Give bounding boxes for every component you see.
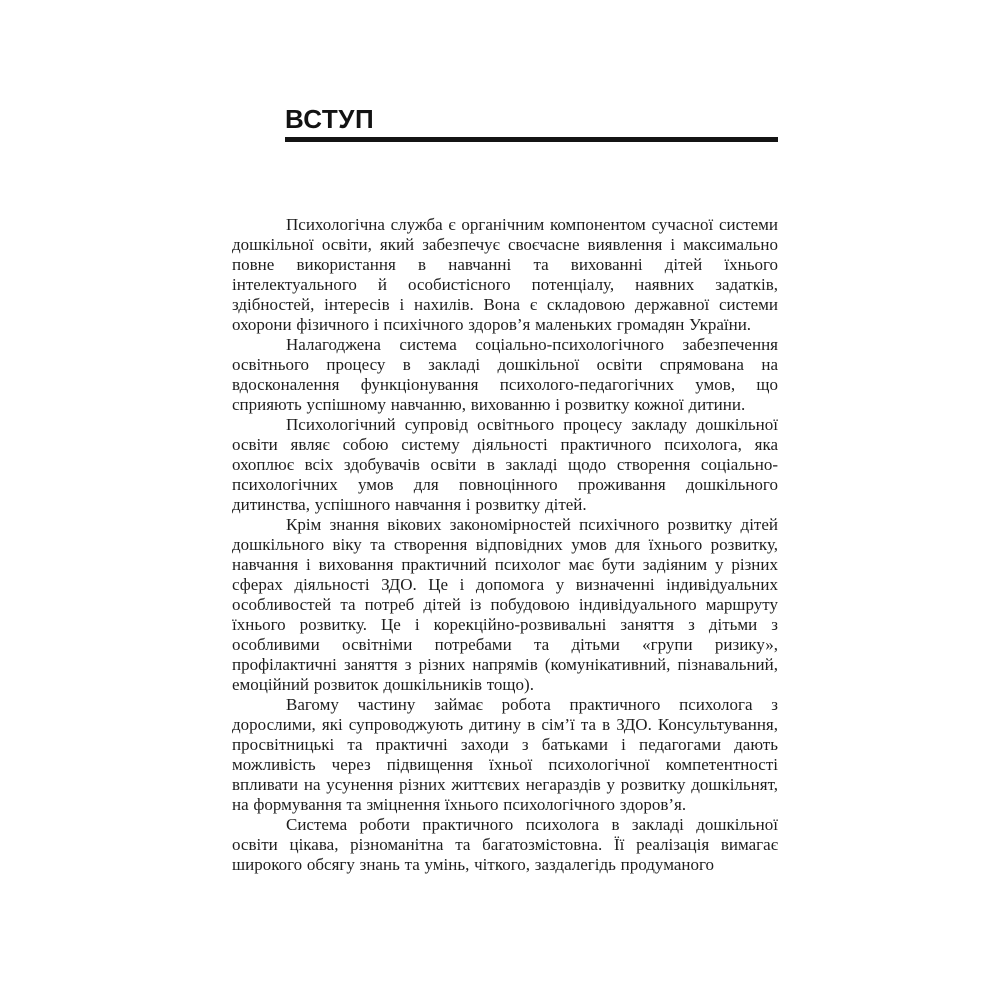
paragraph-4: Крім знання вікових закономірностей психічного розвитку дітей дошкільного віку та створення відповідних умов для їхнього розвитку, навчання і виховання практичний психолог має бути задіяним у різних сферах діяльності ЗДО. Це і допомога у визначенні індивідуальних особливостей та потреб дітей із побудовою індивідуального маршруту їхнього розвитку. Це і корекційно-розвивальні заняття з дітьми з особливими освітніми потребами та дітьми «групи ризику», профілактичні заняття з різних напрямів (комунікативний, пізнавальний, емоційний розвиток дошкільників тощо). [232, 515, 778, 695]
chapter-header [232, 106, 778, 142]
paragraph-2: Налагоджена система соціально-психологічного забезпечення освітнього процесу в закладі дошкільної освіти спрямована на вдосконалення функціонування психолого-педагогічних умов, що сприяють успішному навчанню, вихованню і розвитку кожної дитини. [232, 335, 778, 415]
paragraph-6: Система роботи практичного психолога в закладі дошкільної освіти цікава, різноманітна та багатозмістовна. Її реалізація вимагає широкого обсягу знань та умінь, чіткого, заздалегідь продуманого [232, 815, 778, 875]
page-content [232, 106, 778, 875]
paragraph-5: Вагому частину займає робота практичного психолога з дорослими, які супроводжують дитину в сім’ї та в ЗДО. Консультування, просвітницькі та практичні заходи з батьками і педагогами дають можливість через підвищення їхньої психологічної компетентності впливати на усунення різних життєвих негараздів у розвитку дошкільнят, на формування та зміцнення їхнього психологічного здоров’я. [232, 695, 778, 815]
paragraph-1: Психологічна служба є органічним компонентом сучасної системи дошкільної освіти, який забезпечує своєчасне виявлення і максимально повне використання в навчанні та вихованні дітей їхнього інтелектуального й особистісного потенціалу, наявних задатків, здібностей, інтересів і нахилів. Вона є складовою державної системи охорони фізичного і психічного здоров’я маленьких громадян України. [232, 215, 778, 335]
chapter-title: ВСТУП [285, 104, 375, 134]
title-rule [285, 137, 778, 142]
paragraph-3: Психологічний супровід освітнього процесу закладу дошкільної освіти являє собою систему діяльності практичного психолога, яка охоплює всіх здобувачів освіти в закладі щодо створення соціально-психологічних умов для повноцінного проживання дошкільного дитинства, успішного навчання і розвитку дітей. [232, 415, 778, 515]
body-text [232, 215, 778, 875]
